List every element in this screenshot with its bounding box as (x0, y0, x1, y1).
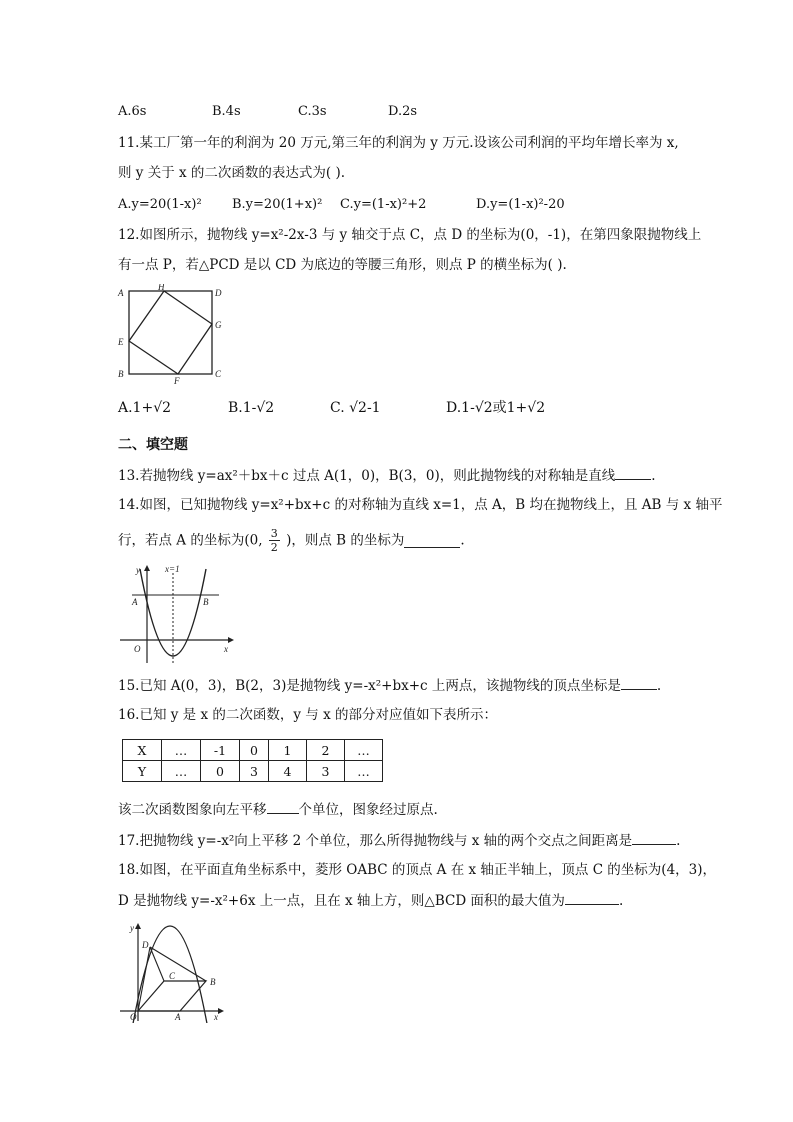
table-cell: … (162, 761, 201, 782)
q16-text: 16.已知 y 是 x 的二次函数，y 与 x 的部分对应值如下表所示： (118, 707, 497, 723)
q12-label-e: E (118, 337, 124, 347)
q11-option-d: D.y=(1-x)²-20 (476, 197, 565, 212)
q18-answer-blank[interactable] (565, 891, 619, 905)
table-cell: 0 (201, 761, 240, 782)
q12-line1: 12.如图所示，抛物线 y=x²-2x-3 与 y 轴交于点 C，点 D 的坐标为(0，-1)，在第四象限抛物线上 (118, 227, 702, 243)
table-cell: 3 (307, 761, 345, 782)
table-cell: … (162, 740, 201, 761)
q18-label-b: B (210, 977, 216, 987)
q12-label-c: C (215, 369, 222, 379)
q17-answer-blank[interactable] (632, 831, 676, 845)
q12-option-d: D.1-√2或1+√2 (446, 400, 546, 416)
q14-parabola-figure (116, 563, 238, 667)
q13-answer-blank[interactable] (615, 466, 651, 480)
q16-value-table (122, 739, 383, 782)
q13-text: 13.若抛物线 y=ax²＋bx＋c 过点 A(1，0)，B(3，0)，则此抛物线的对称轴是直线 . (118, 468, 656, 484)
q12-label-h: H (158, 284, 165, 292)
table-cell: 0 (240, 740, 269, 761)
q14-label-y: y (136, 565, 140, 575)
q15-text: 15.已知 A(0，3)，B(2，3)是抛物线 y=-x²+bx+c 上两点，该抛物线的顶点坐标是 . (118, 678, 662, 694)
q14-line1: 14.如图，已知抛物线 y=x²+bx+c 的对称轴为直线 x=1，点 A，B 均在抛物线上，且 AB 与 x 轴平 (118, 497, 723, 513)
q12-option-b: B.1-√2 (228, 400, 275, 416)
q11-option-c: C.y=(1-x)²+2 (340, 197, 427, 212)
q18-label-a: A (175, 1012, 181, 1022)
q18-label-c: C (169, 971, 176, 981)
table-cell: … (345, 761, 383, 782)
q12-option-c: C. √2-1 (330, 400, 381, 416)
q11-line1: 11.某工厂第一年的利润为 20 万元,第三年的利润为 y 万元.设该公司利润的平均年增长率为 x, (118, 135, 679, 151)
q12-line2: 有一点 P，若△PCD 是以 CD 为底边的等腰三角形，则点 P 的横坐标为( ). (118, 257, 567, 273)
q14-label-a: A (132, 597, 138, 607)
q11-option-b: B.y=20(1+x)² (232, 197, 323, 212)
q10-option-a: A.6s (118, 104, 147, 119)
q10-option-b: B.4s (212, 104, 241, 119)
q18-label-y: y (130, 923, 134, 933)
q14-label-x1: x=1 (165, 564, 180, 574)
table-cell: -1 (201, 740, 240, 761)
q12-label-a: A (118, 288, 124, 298)
q12-label-d: D (215, 288, 222, 298)
table-cell: … (345, 740, 383, 761)
table-cell: X (123, 740, 162, 761)
table-cell: 1 (269, 740, 307, 761)
q18-label-o: O (130, 1012, 137, 1022)
q10-option-d: D.2s (388, 104, 418, 119)
q10-option-c: C.3s (298, 104, 327, 119)
q12-label-g: G (215, 320, 222, 330)
q14-label-o: O (134, 644, 141, 654)
table-cell: Y (123, 761, 162, 782)
q16-after-text: 该二次函数图象向左平移 个单位，图象经过原点. (118, 802, 438, 818)
q18-label-x: x (214, 1012, 218, 1022)
q14-line2: 行，若点 A 的坐标为(0, $\frac{3}{2}$ )，则点 B 的坐标为 . (118, 527, 465, 554)
q18-rhombus-figure (118, 919, 230, 1023)
section-title: 二、填空题 (118, 437, 188, 453)
q16-answer-blank[interactable] (267, 800, 299, 814)
q15-answer-blank[interactable] (621, 676, 657, 690)
q12-label-f: F (174, 376, 180, 386)
q18-line2: D 是抛物线 y=-x²+6x 上一点，且在 x 轴上方，则△BCD 面积的最大值为 . (118, 893, 624, 909)
q12-square-figure (116, 284, 228, 386)
q18-label-d: D (142, 940, 149, 950)
table-row (123, 740, 383, 761)
q12-option-a: A.1+√2 (118, 400, 172, 416)
table-cell: 2 (307, 740, 345, 761)
q14-fraction: $\frac{3}{2}$ (270, 527, 278, 554)
table-cell: 3 (240, 761, 269, 782)
q12-label-b: B (118, 369, 124, 379)
q14-answer-blank[interactable] (404, 534, 460, 548)
q11-option-a: A.y=20(1-x)² (118, 197, 202, 212)
q18-line1: 18.如图，在平面直角坐标系中，菱形 OABC 的顶点 A 在 x 轴正半轴上，顶点 C 的坐标为(4，3)， (118, 862, 717, 878)
q11-line2: 则 y 关于 x 的二次函数的表达式为( ). (118, 165, 346, 181)
q14-label-b: B (203, 597, 209, 607)
q14-label-x: x (224, 644, 228, 654)
table-cell: 4 (269, 761, 307, 782)
table-row (123, 761, 383, 782)
q17-text: 17.把抛物线 y=-x²向上平移 2 个单位，那么所得抛物线与 x 轴的两个交点之间距离是 . (118, 833, 681, 849)
